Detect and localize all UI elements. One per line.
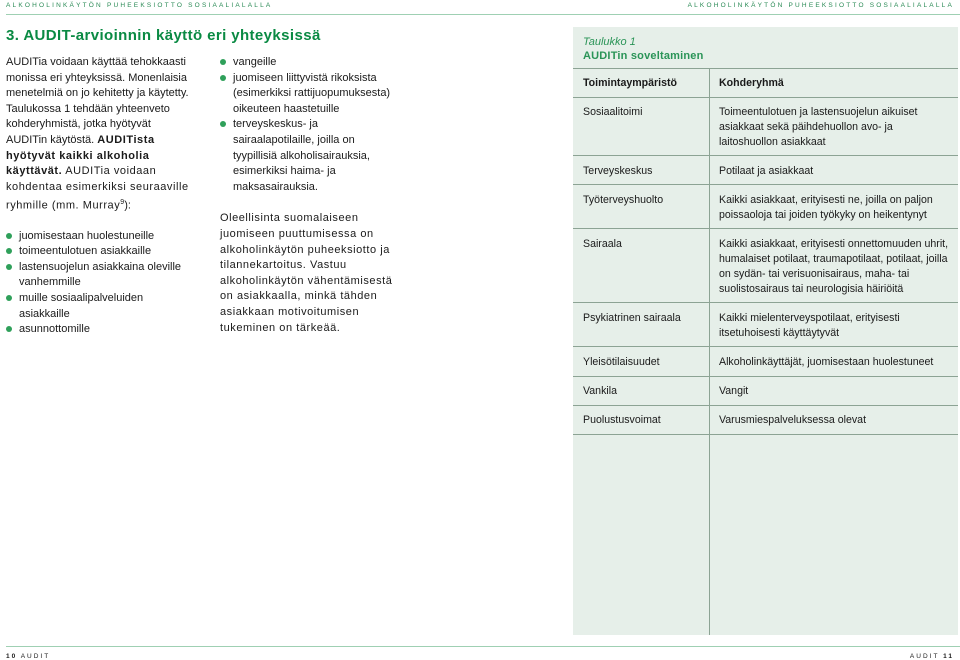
table-cell-environment: Terveyskeskus [583,165,653,177]
bullet-icon [6,295,12,301]
page-number-right: 11 [943,653,954,660]
table-cell-environment: Psykiatrinen sairaala [583,312,681,324]
list-item-text: muille sosiaalipalveluiden asiakkaille [19,291,144,320]
table-rule [573,346,958,347]
target-groups-text: AUDITia voidaan kohdentaa esimerkiksi seuraaville ryhmille (mm. Murray [6,165,189,212]
list-item-text: toimeentulotuen asiakkaille [19,245,152,258]
text-column-2 [220,55,400,336]
page-number-left: 10 [6,653,18,660]
conclusion-paragraph: Oleellisinta suomalaiseen juomiseen puuttumisessa on alkoholinkäytön puheeksiotto ja tilannekartoitus. Vastuu alkoholinkäytön vähentämisestä on asiakkaalla, minkä tähden asiakkaan motivoitumisen tukeminen on tärkeää. [220,212,393,334]
table-cell-target-group: Kaikki mielenterveyspotilaat, erityisesti itsetuhoisesti käyttäytyvät [719,312,900,339]
list-item-text: vangeille [233,56,277,68]
list-item [6,229,194,245]
bullet-icon [220,121,226,127]
table-cell-environment: Puolustusvoimat [583,414,661,426]
intro-text: AUDITia voidaan käyttää tehokkaasti monissa eri yhteyksissä. Monenlaisia menetelmiä on jo kehitetty ja käytetty. Taulukossa 1 tehdään yhteenveto kohderyhmistä, jotka hyötyvät AUDITin käytöstä. [6,56,189,146]
table-1 [573,27,958,635]
running-footer-right [910,653,954,660]
table-cell-target-group: Potilaat ja asiakkaat [719,165,814,177]
running-header-right: ALKOHOLINKÄYTÖN PUHEEKSIOTTO SOSIAALIALALLA [687,2,954,9]
running-header-left: ALKOHOLINKÄYTÖN PUHEEKSIOTTO SOSIAALIALALLA [6,2,273,9]
table-rule [573,97,958,98]
table-title: AUDITin soveltaminen [583,50,704,62]
target-groups-list [6,229,194,338]
running-footer-left [6,653,50,660]
list-item [220,55,400,71]
list-item-text: lastensuojelun asiakkaina oleville vanhemmille [19,260,182,289]
header-rule [6,14,960,15]
footer-label-right: AUDIT [909,653,940,660]
text-column-1 [6,55,194,338]
column-header-environment: Toimintaympäristö [583,77,677,89]
column-header-target-group: Kohderyhmä [719,77,784,89]
table-column-divider [709,68,710,635]
list-item-text: terveyskeskus- ja sairaalapotilaille, joilla on tyypillisiä alkoholisairauksia, esimerkiksi haima- ja maksasairauksia. [233,118,370,193]
list-item [6,244,194,260]
bullet-icon [6,248,12,254]
table-cell-environment: Työterveyshuolto [583,194,664,206]
table-rule [573,68,958,69]
table-rule [573,405,958,406]
bullet-icon [220,59,226,65]
table-rule [573,376,958,377]
reference-superscript: 9 [120,199,125,207]
table-caption [583,35,704,63]
list-item-text: juomiseen liittyvistä rikoksista (esimerkiksi rattijuopumuksesta) oikeuteen haastetuille [233,71,391,115]
table-cell-target-group: Varusmiespalveluksessa olevat [719,414,867,426]
list-item [6,291,194,322]
target-groups-list-continued [220,55,400,195]
intro-paragraph [6,55,194,215]
list-item-text: juomisestaan huolestuneille [19,229,155,242]
highlight-text: AUDITista hyötyvät kaikki alkoholia käyttävät. [6,133,155,178]
target-groups-colon: ): [124,200,131,212]
table-rule [573,155,958,156]
table-label: Taulukko 1 [583,36,636,48]
table-rule [573,434,958,435]
list-item [220,71,400,118]
list-item [6,260,194,291]
table-cell-environment: Vankila [583,385,617,397]
table-rule [573,228,958,229]
list-item-text: asunnottomille [19,323,90,336]
bullet-icon [220,75,226,81]
table-cell-environment: Yleisötilaisuudet [583,356,660,368]
table-rule [573,184,958,185]
footer-label-left: AUDIT [20,653,51,660]
bullet-icon [6,326,12,332]
table-cell-target-group: Alkoholinkäyttäjät, juomisestaan huolestuneet [719,356,934,368]
section-title: 3. AUDIT-arvioinnin käyttö eri yhteyksissä [6,27,321,44]
table-cell-target-group: Kaikki asiakkaat, erityisesti onnettomuuden uhrit, humalaiset potilaat, traumapotilaat, potilaat, joilla on sydän- tai verisuonisairaus, maha- tai suolistosairaus tai neurologisia häiriöitä [719,238,949,295]
bullet-icon [6,264,12,270]
table-rule [573,302,958,303]
table-cell-environment: Sosiaalitoimi [583,106,643,118]
table-cell-environment: Sairaala [583,238,622,250]
table-cell-target-group: Vangit [719,385,749,397]
footer-rule [6,646,960,647]
table-cell-target-group: Kaikki asiakkaat, erityisesti ne, joilla on paljon poissaoloja tai joiden työkyky on heikentynyt [719,194,933,221]
list-item [6,322,194,338]
bullet-icon [6,233,12,239]
table-cell-target-group: Toimeentulotuen ja lastensuojelun aikuiset asiakkaat sekä päihdehuollon avo- ja laitoshuollon asiakkaat [719,106,918,148]
list-item [220,117,400,195]
